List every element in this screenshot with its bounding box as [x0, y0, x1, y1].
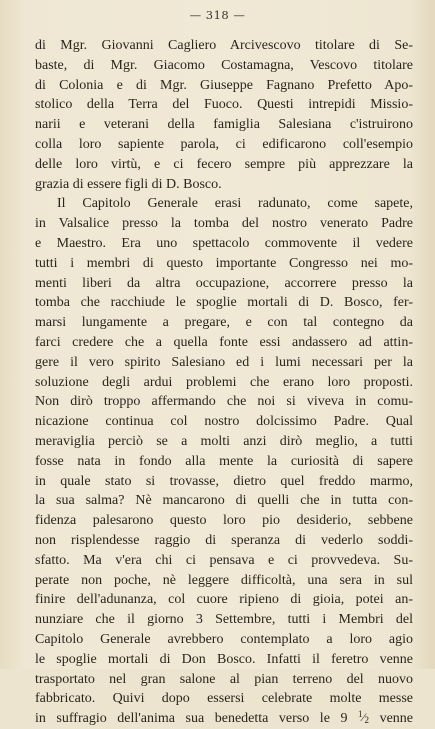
text-line: Non dirò troppo affermando che noi si viveva in comu-: [35, 394, 413, 410]
text-line: di Mgr. Giovanni Cagliero Arcivescovo titolare di Se-: [35, 38, 413, 53]
text-line: tomba che racchiude le spoglie mortali di D. Bosco, fer-: [35, 295, 413, 311]
body-text: [35, 36, 413, 729]
text-line: perate non poche, nè leggere difficoltà, una sera in sul: [35, 572, 413, 588]
text-line: e Maestro. Era uno spettacolo commovente il vedere: [35, 235, 413, 251]
text-line: fosse nata in fondo alla mente la curiosità di sapere: [35, 453, 413, 469]
text-line: tutti i membri di questo importante Congresso nei mo-: [35, 255, 413, 271]
text-line: grazia di essere figli di D. Bosco.: [35, 176, 222, 192]
text-line: farci credere che a quella fonte essi andassero ad attin-: [35, 334, 413, 350]
text-line: in Valsalice presso la tomba del nostro venerato Padre: [35, 216, 413, 232]
text-line: sfatto. Ma v'era chi ci pensava e ci provvedeva. Su-: [35, 552, 413, 568]
text-line: marsi lungamente a pregare, e con tal contegno da: [35, 315, 413, 331]
text-line: la sua salma? Nè mancarono di quelli che in tutta con-: [35, 493, 413, 509]
text-line: non risplendesse raggio di speranza di vederlo soddi-: [35, 532, 413, 548]
text-line: Capitolo Generale avrebbero contemplato a loro agio: [35, 631, 413, 647]
fraction-slash: ⁄: [362, 710, 365, 725]
text-line: finire dell'adunanza, col cuore ripieno di gioia, potei an-: [35, 592, 413, 608]
text-line: Il Capitolo Generale erasi radunato, come sapete,: [57, 196, 413, 212]
text-line: menti liberi da altra occupazione, accorrere presso la: [35, 275, 413, 291]
text-line: colla loro sapiente parola, ci edificarono coll'esempio: [35, 136, 413, 152]
page-number: — 318 —: [189, 8, 246, 22]
text-line: in quale stato si trovasse, dietro quel freddo marmo,: [35, 473, 413, 489]
text-line: nunziare che il giorno 3 Settembre, tutti i Membri del: [35, 612, 413, 628]
text-segment: venne: [369, 711, 413, 727]
text-line: soluzione degli ardui problemi che erano loro proposti.: [35, 374, 413, 390]
text-line: fidenza palesarono questo loro pio desiderio, sebbene: [35, 513, 413, 529]
text-line: gere il vero spirito Salesiano ed i lumi necessari per la: [35, 354, 413, 370]
text-line: stolico della Terra del Fuoco. Questi intrepidi Missio-: [35, 97, 413, 113]
text-line: narii e veterani della famiglia Salesiana c'istruirono: [35, 117, 413, 133]
text-segment: in suffragio dell'anima sua benedetta verso le 9: [35, 711, 348, 727]
text-line: delle loro virtù, e ci fecero sempre più apprezzare la: [35, 156, 413, 172]
text-line: trasportato nel gran salone al pian terreno del nuovo: [35, 671, 413, 687]
fraction-denominator: 2: [364, 715, 370, 726]
fraction-numerator: 1: [358, 709, 363, 720]
text-line: le spoglie mortali di Don Bosco. Infatti il feretro venne: [35, 651, 413, 667]
text-line: fabbricato. Quivi dopo essersi celebrate molte messe: [35, 691, 413, 707]
text-line: meraviglia perciò se a molti anzi dirò meglio, a tutti: [35, 433, 413, 449]
text-line: nicazione continua col nostro dolcissimo Padre. Qual: [35, 414, 413, 430]
text-line: di Colonia e di Mgr. Giuseppe Fagnano Prefetto Apo-: [35, 77, 413, 93]
fraction: [358, 710, 369, 725]
text-line: baste, di Mgr. Giacomo Costamagna, Vescovo titolare: [35, 57, 413, 73]
text-line-with-fraction: [35, 709, 413, 729]
